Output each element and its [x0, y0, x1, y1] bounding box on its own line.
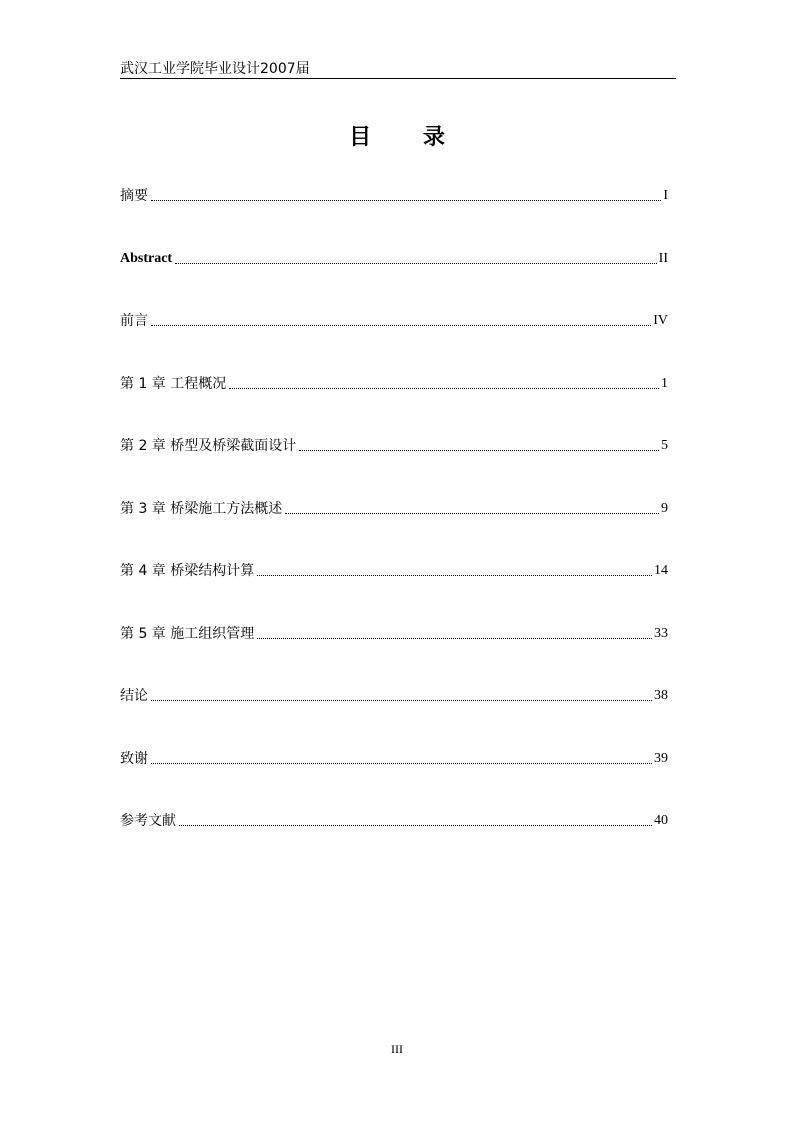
- toc-entry[interactable]: [120, 499, 668, 519]
- toc-entry-label: 结论: [120, 688, 148, 704]
- running-header: [120, 56, 676, 79]
- toc-entry[interactable]: [120, 561, 668, 581]
- toc-entry-label: 第 3 章 桥梁施工方法概述: [120, 500, 283, 517]
- toc-entry-label: 第 2 章 桥型及桥梁截面设计: [120, 438, 297, 454]
- dot-leader: [151, 199, 661, 201]
- page-number: III: [391, 1042, 403, 1056]
- toc-entry[interactable]: [120, 811, 668, 831]
- dot-leader: [229, 387, 659, 389]
- dot-leader: [151, 762, 652, 764]
- toc-entry-label: Abstract: [120, 250, 173, 266]
- toc-entry-page: 1: [661, 375, 668, 391]
- toc-entry-page: II: [658, 250, 668, 266]
- header-text: 武汉工业学院毕业设计2007届: [120, 61, 310, 77]
- toc-entry[interactable]: [120, 749, 668, 769]
- toc-entry-label: 第 4 章 桥梁结构计算: [120, 563, 255, 579]
- dot-leader: [257, 574, 652, 576]
- toc-entry-label: 致谢: [120, 750, 148, 767]
- toc-entry-label: 第 5 章 施工组织管理: [120, 625, 255, 642]
- toc-entry-page: 39: [654, 750, 668, 766]
- toc-entry-page: IV: [653, 313, 668, 328]
- toc-entry-page: 5: [661, 438, 668, 453]
- dot-leader: [151, 324, 651, 326]
- page-title: 目 录: [349, 125, 467, 150]
- dot-leader: [151, 699, 652, 701]
- dot-leader: [179, 824, 652, 826]
- toc-entry-page: 14: [654, 563, 668, 578]
- dot-leader: [285, 512, 659, 514]
- toc-entry[interactable]: [120, 624, 668, 644]
- toc-entry-page: 9: [661, 500, 668, 516]
- toc-entry-label: 摘要: [120, 188, 148, 204]
- toc-entry-page: I: [663, 188, 668, 203]
- toc-entry[interactable]: [120, 249, 668, 269]
- toc-entry[interactable]: [120, 311, 668, 331]
- table-of-contents: [120, 186, 668, 874]
- dot-leader: [257, 637, 652, 639]
- toc-entry-label: 前言: [120, 313, 148, 329]
- toc-entry-label: 参考文献: [120, 813, 176, 829]
- toc-entry[interactable]: [120, 436, 668, 456]
- toc-entry[interactable]: [120, 686, 668, 706]
- dot-leader: [299, 449, 659, 451]
- toc-entry[interactable]: [120, 374, 668, 394]
- toc-entry[interactable]: [120, 186, 668, 206]
- toc-entry-page: 38: [654, 688, 668, 703]
- toc-entry-page: 40: [654, 813, 668, 828]
- toc-entry-label: 第 1 章 工程概况: [120, 375, 227, 392]
- toc-entry-page: 33: [654, 625, 668, 641]
- dot-leader: [175, 262, 657, 264]
